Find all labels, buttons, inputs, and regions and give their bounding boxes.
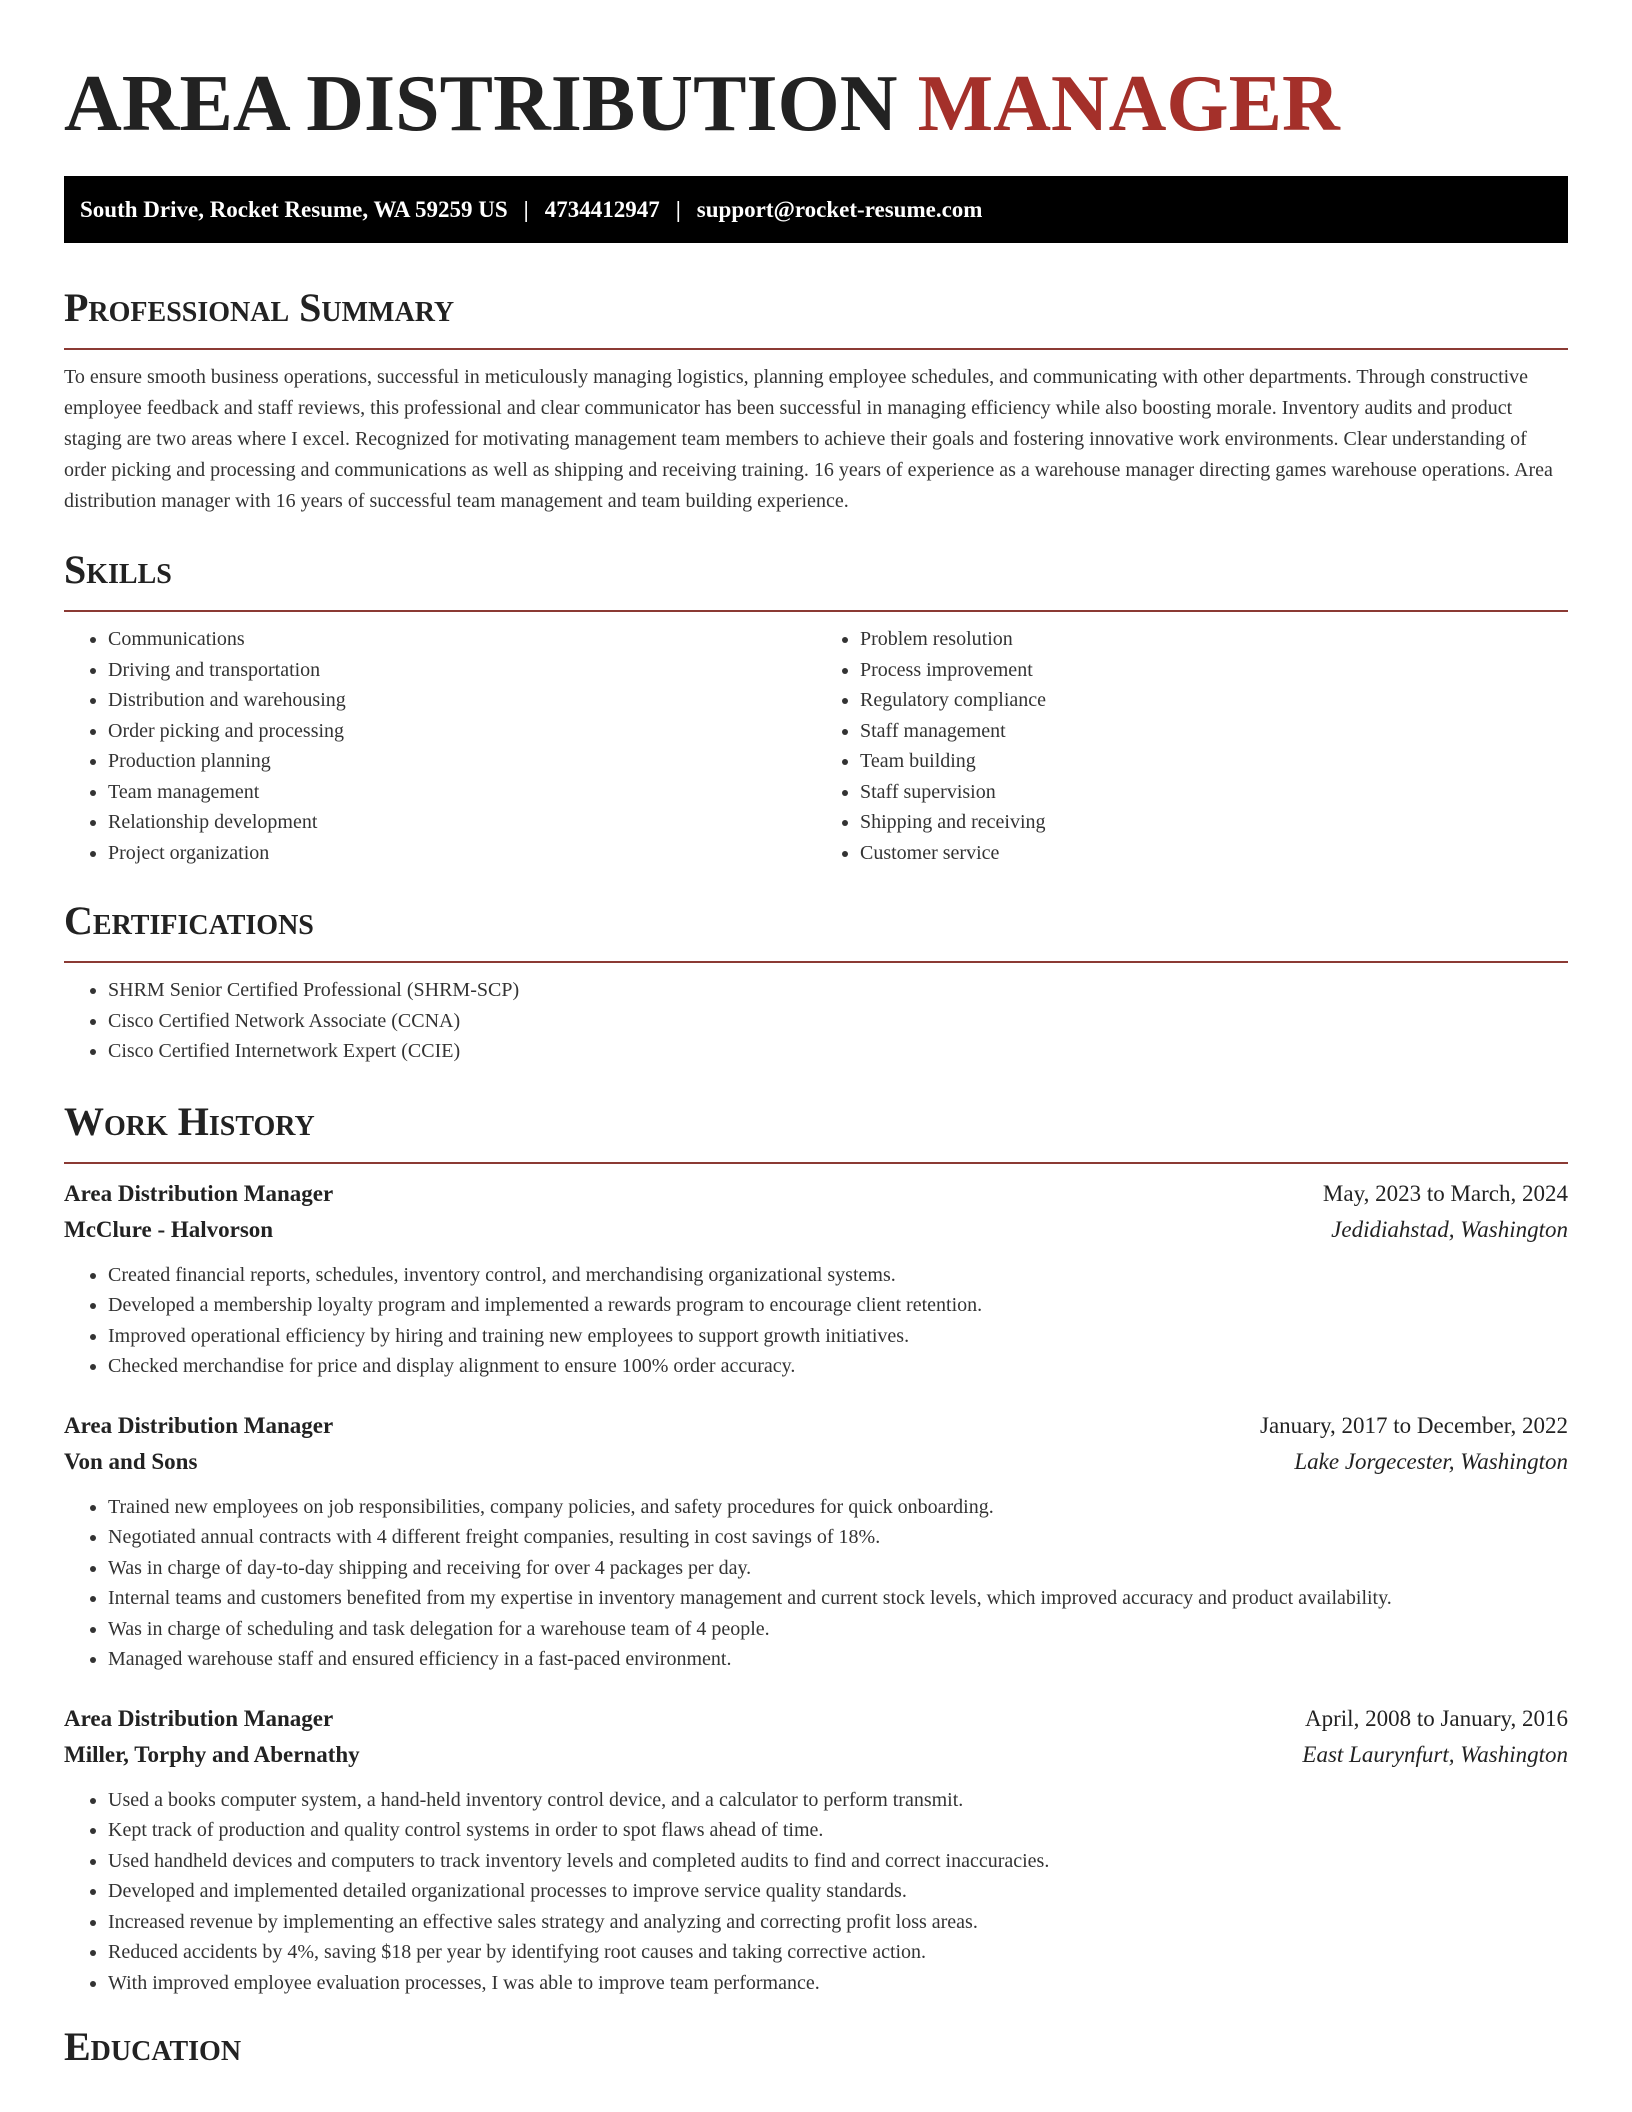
summary-section [64,285,1568,517]
job-bullet: • Kept track of production and quality control systems in order to spot flaws ahead of time. [108,1815,1568,1846]
job-header-row [64,1176,1568,1212]
contact-email: support@rocket-resume.com [696,196,983,222]
skills-grid [64,624,1568,868]
job-bullet: • Negotiated annual contracts with 4 different freight companies, resulting in cost savings of 18%. [108,1522,1568,1553]
skill-item: • Staff supervision [860,777,1568,808]
job-bullet: • Developed a membership loyalty program and implemented a rewards program to encourage client retention. [108,1290,1568,1321]
skill-item: • Team building [860,746,1568,777]
skill-item: • Order picking and processing [108,716,816,747]
job-entry [64,1701,1568,1999]
job-bullet: • Checked merchandise for price and display alignment to ensure 100% order accuracy. [108,1351,1568,1382]
job-dates: April, 2008 to January, 2016 [1305,1705,1568,1731]
skills-right-list [816,624,1568,868]
skill-item: • Distribution and warehousing [108,685,816,716]
contact-phone: 4734412947 [544,196,660,222]
section-divider [64,1162,1568,1164]
skills-section [64,547,1568,868]
job-dates: January, 2017 to December, 2022 [1260,1412,1568,1438]
skill-item: • Process improvement [860,655,1568,686]
contact-separator: | [523,196,529,222]
section-divider [64,610,1568,612]
certifications-section [64,898,1568,1067]
job-bullet: • Developed and implemented detailed organizational processes to improve service quality standards. [108,1876,1568,1907]
job-company: Miller, Torphy and Abernathy [64,1741,360,1767]
education-heading: Education [64,2024,242,2069]
skill-item: • Project organization [108,838,816,869]
skill-item: • Customer service [860,838,1568,869]
section-divider [64,961,1568,963]
skill-item: • Communications [108,624,816,655]
skill-item: • Regulatory compliance [860,685,1568,716]
certification-item: • SHRM Senior Certified Professional (SHRM-SCP) [108,975,1568,1006]
job-bullet: • Created financial reports, schedules, inventory control, and merchandising organizational systems. [108,1260,1568,1291]
skill-item: • Shipping and receiving [860,807,1568,838]
certifications-list [64,975,1568,1067]
job-location: Jedidiahstad, Washington [1331,1216,1568,1242]
certification-item: • Cisco Certified Internetwork Expert (CCIE) [108,1036,1568,1067]
job-bullet: • Increased revenue by implementing an effective sales strategy and analyzing and correcting profit loss areas. [108,1907,1568,1938]
work-history-section [64,1099,1568,1999]
job-bullets [64,1785,1568,1999]
contact-bar [64,176,1568,243]
job-company-row [64,1212,1568,1248]
job-company: McClure - Halvorson [64,1216,274,1242]
job-header-row [64,1408,1568,1444]
job-bullet: • With improved employee evaluation processes, I was able to improve team performance. [108,1968,1568,1999]
skill-item: • Relationship development [108,807,816,838]
resume-title [64,58,1568,150]
job-title: Area Distribution Manager [64,1412,334,1438]
job-bullets [64,1260,1568,1382]
job-title: Area Distribution Manager [64,1705,334,1731]
summary-heading: Professional Summary [64,285,455,330]
resume-page [64,58,1568,2070]
contact-separator: | [675,196,681,222]
job-title: Area Distribution Manager [64,1180,334,1206]
job-entry [64,1408,1568,1675]
job-bullets [64,1492,1568,1675]
job-bullet: • Trained new employees on job responsibilities, company policies, and safety procedures for quick onboarding. [108,1492,1568,1523]
work-history-heading: Work History [64,1098,315,1144]
job-header-row [64,1701,1568,1737]
job-location: East Laurynfurt, Washington [1302,1741,1568,1767]
skill-item: • Production planning [108,746,816,777]
skill-item: • Problem resolution [860,624,1568,655]
job-bullet: • Internal teams and customers benefited from my expertise in inventory management and current stock levels, which improved accuracy and product availability. [108,1583,1568,1614]
summary-text: To ensure smooth business operations, successful in meticulously managing logistics, planning employee schedules, and communicating with other departments. Through constructive employee feedback and staff reviews, this professional and clear communicator has been successful in managing efficiency while also boosting morale. Inventory audits and product staging are two areas where I excel. Recognized for motivating management team members to achieve their goals and fostering innovative work environments. Clear understanding of order picking and processing and communications as well as shipping and receiving training. 16 years of experience as a warehouse manager directing games warehouse operations. Area distribution manager with 16 years of successful team management and team building experience. [64,366,1553,512]
job-bullet: • Was in charge of scheduling and task delegation for a warehouse team of 4 people. [108,1614,1568,1645]
job-bullet: • Used handheld devices and computers to track inventory levels and completed audits to find and correct inaccuracies. [108,1846,1568,1877]
job-bullet: • Improved operational efficiency by hiring and training new employees to support growth initiatives. [108,1321,1568,1352]
job-dates: May, 2023 to March, 2024 [1322,1180,1568,1206]
title-accent: MANAGER [917,60,1340,148]
certification-item: • Cisco Certified Network Associate (CCNA) [108,1006,1568,1037]
job-company-row [64,1737,1568,1773]
education-section [64,2024,1568,2070]
skills-left-list [64,624,816,868]
job-bullet: • Managed warehouse staff and ensured efficiency in a fast-paced environment. [108,1644,1568,1675]
skill-item: • Driving and transportation [108,655,816,686]
contact-address: South Drive, Rocket Resume, WA 59259 US [80,196,508,222]
certifications-heading: Certifications [64,898,314,943]
job-company-row [64,1444,1568,1480]
skill-item: • Team management [108,777,816,808]
job-bullet: • Used a books computer system, a hand-held inventory control device, and a calculator to perform transmit. [108,1785,1568,1816]
job-company: Von and Sons [64,1448,198,1474]
title-main: AREA DISTRIBUTION [64,60,898,148]
job-location: Lake Jorgecester, Washington [1294,1448,1568,1474]
skill-item: • Staff management [860,716,1568,747]
job-entry [64,1176,1568,1382]
section-divider [64,348,1568,350]
skills-heading: Skills [64,547,172,592]
job-bullet: • Reduced accidents by 4%, saving $18 per year by identifying root causes and taking corrective action. [108,1937,1568,1968]
job-bullet: • Was in charge of day-to-day shipping and receiving for over 4 packages per day. [108,1553,1568,1584]
